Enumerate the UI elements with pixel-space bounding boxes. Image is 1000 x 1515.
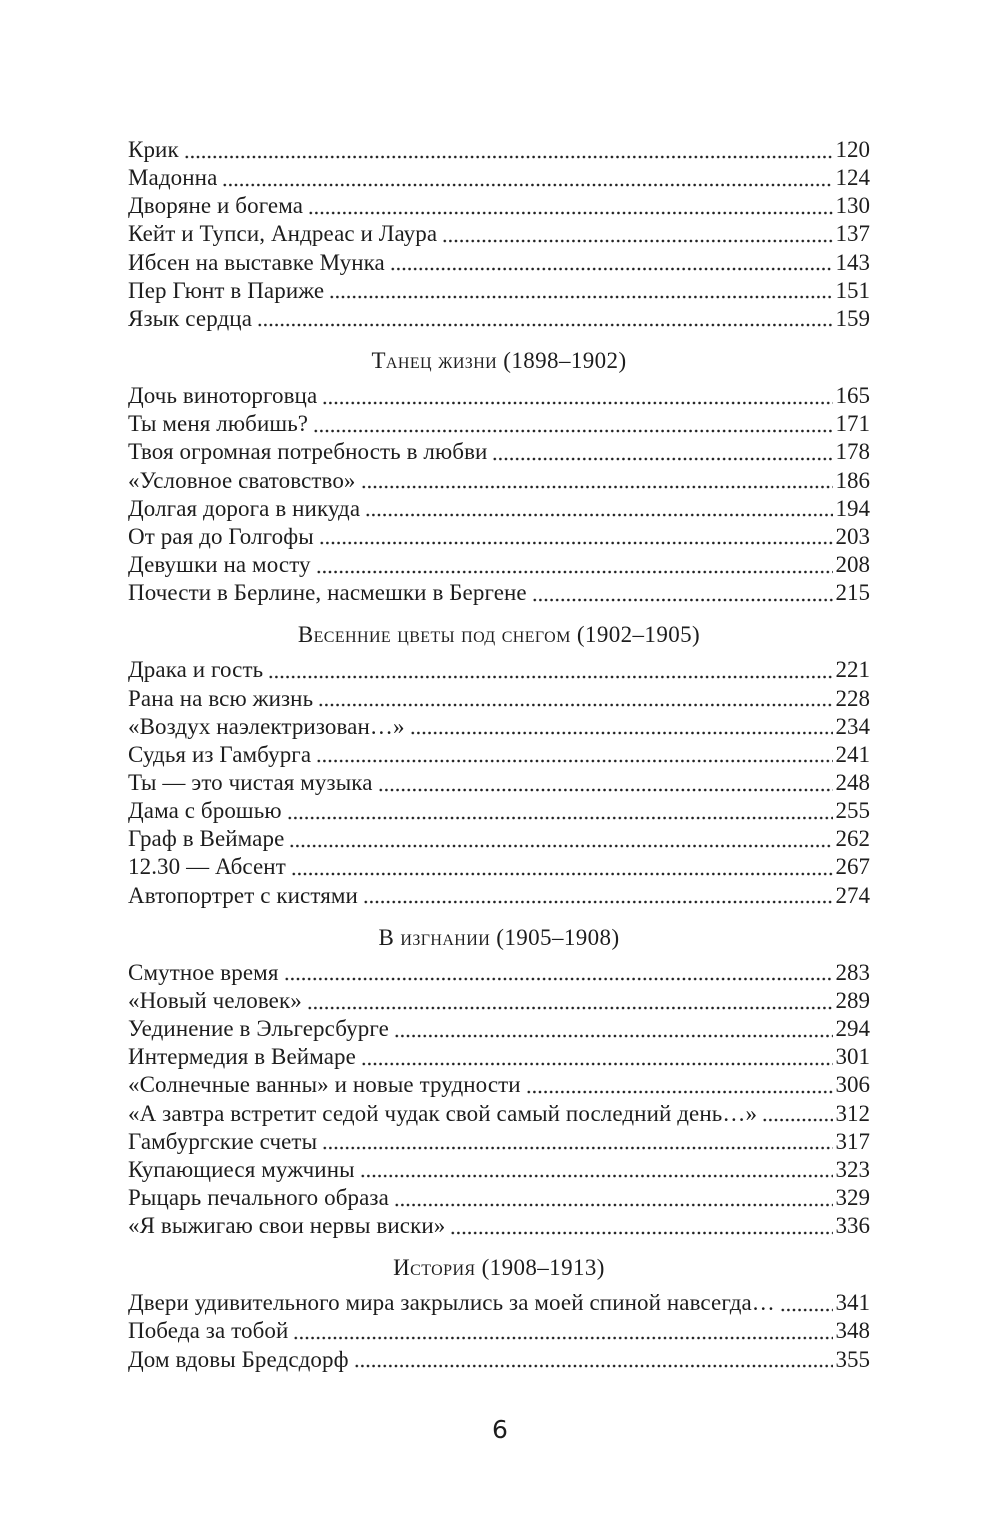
dot-leader [361, 1043, 833, 1071]
toc-entry [128, 1015, 870, 1043]
section-heading: История (1908–1913) [393, 1255, 605, 1281]
toc-entry-title: Почести в Берлине, насмешки в Бергене [128, 580, 527, 606]
toc-entry [128, 249, 870, 277]
toc-entry-title: Граф в Веймаре [128, 826, 285, 852]
toc-entry-title: Дама с брошью [128, 798, 282, 824]
dot-leader [319, 523, 833, 551]
toc-entry-title: Дом вдовы Бредсдорф [128, 1346, 349, 1372]
toc-entry [128, 438, 870, 466]
dot-leader [257, 305, 832, 333]
toc-entry-page-number: 186 [835, 467, 870, 493]
toc-entry-title: Интермедия в Веймаре [128, 1044, 356, 1070]
toc-entry-page-number: 306 [835, 1072, 870, 1098]
dot-leader [322, 1128, 832, 1156]
dot-leader [316, 551, 833, 579]
toc-entry-title: Мадонна [128, 165, 218, 191]
toc-entry-title: «Новый человек» [128, 987, 302, 1013]
toc-entry-page-number: 267 [835, 854, 870, 880]
dot-leader [394, 1015, 833, 1043]
dot-leader [322, 382, 832, 410]
toc-entry-page-number: 283 [835, 959, 870, 985]
toc-entry [128, 220, 870, 248]
toc-entry-title: Долгая дорога в никуда [128, 495, 361, 521]
toc-entry-page-number: 178 [835, 439, 870, 465]
dot-leader [363, 882, 833, 910]
toc-entry-page-number: 120 [835, 137, 870, 162]
toc-entry [128, 277, 870, 305]
dot-leader [184, 136, 833, 164]
toc-entry [128, 959, 870, 987]
toc-entry [128, 382, 870, 410]
dot-leader [450, 1212, 832, 1240]
toc-entry-title: Рана на всю жизнь [128, 685, 314, 711]
dot-leader [762, 1100, 832, 1128]
page-number: 6 [492, 1415, 508, 1444]
dot-leader [284, 959, 833, 987]
toc-entry-page-number: 159 [835, 305, 870, 331]
toc-entry [128, 1071, 870, 1099]
toc-entry [128, 685, 870, 713]
toc-entry-page-number: 255 [835, 798, 870, 824]
dot-leader [442, 220, 832, 248]
toc-entry-title: Дворяне и богема [128, 193, 304, 219]
toc-entry-title: Ты — это чистая музыка [128, 769, 373, 795]
dot-leader [318, 685, 832, 713]
toc-entry [128, 523, 870, 551]
toc-entry [128, 579, 870, 607]
toc-entry-page-number: 348 [835, 1318, 870, 1344]
dot-leader [289, 825, 832, 853]
dot-leader [394, 1184, 833, 1212]
dot-leader [308, 192, 832, 220]
toc-entry-title: От рая до Голгофы [128, 523, 314, 549]
toc-entry-title: «А завтра встретит седой чудак свой самый последний день…» [128, 1100, 758, 1126]
dot-leader [526, 1071, 833, 1099]
toc-entry [128, 551, 870, 579]
toc-entry-title: «Воздух наэлектризован…» [128, 713, 405, 739]
dot-leader [287, 797, 833, 825]
toc-entry-title: Пер Гюнт в Париже [128, 277, 325, 303]
toc-entry-title: Гамбургские счеты [128, 1128, 318, 1154]
toc-entry-page-number: 151 [835, 277, 870, 303]
toc-entry-page-number: 329 [835, 1184, 870, 1210]
toc-entry [128, 164, 870, 192]
toc-entry [128, 1317, 870, 1345]
toc-entry [128, 713, 870, 741]
toc-entry-title: «Условное сватовство» [128, 467, 356, 493]
dot-leader [410, 713, 833, 741]
toc-entry-page-number: 274 [835, 882, 870, 908]
toc-entry-page-number: 137 [835, 221, 870, 247]
toc-entry-title: Купающиеся мужчины [128, 1156, 355, 1182]
dot-leader [492, 438, 832, 466]
toc-entry-page-number: 194 [835, 495, 870, 521]
toc-entry-title: Твоя огромная потребность в любви [128, 439, 488, 465]
dot-leader [268, 656, 832, 684]
toc-entry-page-number: 336 [835, 1213, 870, 1239]
toc-entry-title: Ты меня любишь? [128, 411, 309, 437]
toc-entry [128, 1156, 870, 1184]
toc-entry-page-number: 143 [835, 249, 870, 275]
toc-entry [128, 1346, 870, 1374]
toc-entry [128, 1128, 870, 1156]
toc-entry-title: Дочь виноторговца [128, 383, 318, 409]
toc-entry [128, 467, 870, 495]
toc-entry [128, 825, 870, 853]
toc-entry-page-number: 341 [835, 1290, 870, 1316]
section-heading: Весенние цветы под снегом (1902–1905) [297, 622, 701, 648]
toc-entry [128, 410, 870, 438]
dot-leader [307, 987, 833, 1015]
toc-entry-title: «Солнечные ванны» и новые трудности [128, 1072, 521, 1098]
toc-entry-page-number: 228 [835, 685, 870, 711]
toc-entry-page-number: 171 [835, 411, 870, 437]
dot-leader [360, 1156, 833, 1184]
dot-leader [291, 853, 833, 881]
section-heading: Танец жизни (1898–1902) [371, 347, 627, 373]
toc-entry-page-number: 241 [835, 741, 870, 767]
dot-leader [313, 410, 832, 438]
table-of-contents [128, 136, 870, 1374]
toc-entry-title: Крик [128, 137, 179, 162]
dot-leader [532, 579, 833, 607]
toc-entry-page-number: 289 [835, 987, 870, 1013]
toc-entry-title: Победа за тобой [128, 1318, 289, 1344]
dot-leader [378, 769, 833, 797]
toc-entry-page-number: 165 [835, 383, 870, 409]
dot-leader [365, 495, 832, 523]
toc-entry [128, 769, 870, 797]
toc-entry-title: «Я выжигаю свои нервы виски» [128, 1213, 446, 1239]
toc-entry-title: Рыцарь печального образа [128, 1184, 389, 1210]
dot-leader [354, 1346, 833, 1374]
toc-entry [128, 987, 870, 1015]
section-heading: В изгнании (1905–1908) [378, 924, 620, 950]
toc-entry-title: Ибсен на выставке Мунка [128, 249, 385, 275]
toc-entry-page-number: 312 [835, 1100, 870, 1126]
toc-entry [128, 853, 870, 881]
toc-entry [128, 1184, 870, 1212]
toc-entry [128, 1212, 870, 1240]
toc-entry [128, 192, 870, 220]
toc-entry [128, 797, 870, 825]
toc-entry-title: Двери удивительного мира закрылись за моей спиной навсегда… [128, 1290, 775, 1316]
dot-leader [390, 249, 833, 277]
toc-entry-page-number: 301 [835, 1044, 870, 1070]
toc-entry-title: Драка и гость [128, 657, 264, 683]
toc-entry-title: Смутное время [128, 959, 279, 985]
toc-entry-title: Кейт и Тупси, Андреас и Лаура [128, 221, 438, 247]
toc-entry [128, 305, 870, 333]
toc-entry-page-number: 215 [835, 580, 870, 606]
toc-entry-page-number: 208 [835, 551, 870, 577]
toc-entry [128, 741, 870, 769]
dot-leader [222, 164, 832, 192]
dot-leader [316, 741, 832, 769]
toc-entry [128, 882, 870, 910]
dot-leader [361, 467, 833, 495]
toc-entry-title: Уединение в Эльгерсбурге [128, 1016, 389, 1042]
toc-entry-page-number: 234 [835, 713, 870, 739]
toc-entry-page-number: 248 [835, 769, 870, 795]
toc-entry-title: Язык сердца [128, 305, 253, 331]
toc-entry [128, 136, 870, 164]
toc-entry [128, 656, 870, 684]
toc-entry-page-number: 355 [835, 1346, 870, 1372]
toc-entry [128, 1100, 870, 1128]
toc-entry-title: Судья из Гамбурга [128, 741, 312, 767]
toc-entry-title: Автопортрет с кистями [128, 882, 358, 908]
toc-entry [128, 1043, 870, 1071]
toc-entry-page-number: 323 [835, 1156, 870, 1182]
toc-entry [128, 495, 870, 523]
toc-entry-page-number: 262 [835, 826, 870, 852]
toc-entry-page-number: 221 [835, 657, 870, 683]
toc-entry [128, 1289, 870, 1317]
toc-entry-page-number: 130 [835, 193, 870, 219]
toc-entry-page-number: 317 [835, 1128, 870, 1154]
toc-entry-page-number: 203 [835, 523, 870, 549]
dot-leader [329, 277, 832, 305]
toc-entry-title: 12.30 — Абсент [128, 854, 286, 880]
toc-entry-page-number: 294 [835, 1016, 870, 1042]
toc-entry-title: Девушки на мосту [128, 551, 311, 577]
toc-entry-page-number: 124 [835, 165, 870, 191]
dot-leader [780, 1289, 833, 1317]
dot-leader [293, 1317, 832, 1345]
